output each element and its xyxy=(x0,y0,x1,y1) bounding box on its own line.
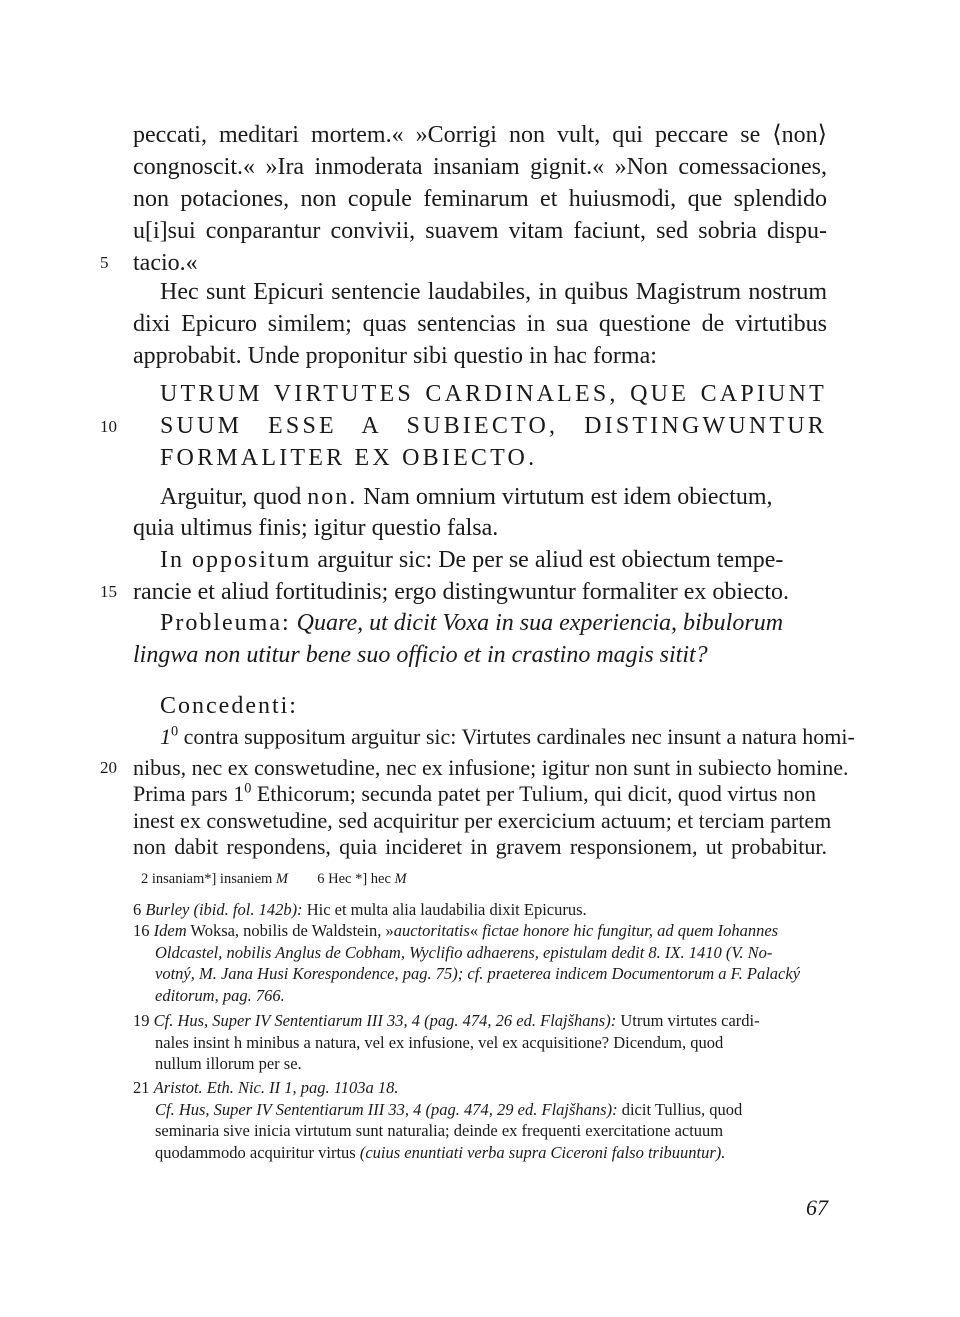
text-line: tacio.« xyxy=(133,250,198,276)
opposition-rest: arguitur sic: De per se aliud est obiectum tempe- xyxy=(317,547,784,573)
footnote-line: Oldcastel, nobilis Anglus de Cobham, Wyclifio adhaerens, epistulam dedit 8. IX. 1410 (V. No- xyxy=(155,943,773,962)
line-number: 5 xyxy=(100,253,109,272)
argument-rest: Nam omnium virtutum est idem obiectum, xyxy=(363,484,773,510)
argument-line xyxy=(160,481,827,513)
footnote: 21 Aristot. Eth. Nic. II 1, pag. 1103a 18. xyxy=(133,1078,399,1097)
text-line: rancie et aliud fortitudinis; ergo distingwuntur formaliter ex obiecto. xyxy=(133,579,790,605)
argument-lead: Arguitur, quod xyxy=(160,484,302,510)
footnote-line: nullum illorum per se. xyxy=(155,1054,302,1073)
question-heading-line: FORMALITER EX OBIECTO. xyxy=(160,445,538,471)
text-line: dixi Epicuro similem; quas sentencias in sua questione de virtutibus xyxy=(133,311,827,337)
footnote-line: Cf. Hus, Super IV Sententiarum III 33, 4 (pag. 474, 29 ed. Flajšhans): dicit Tullius, quod xyxy=(155,1100,743,1119)
page-number: 67 xyxy=(806,1195,828,1220)
question-heading-line: UTRUM VIRTUTES CARDINALES, QUE CAPIUNT xyxy=(160,381,827,407)
line-number: 20 xyxy=(100,758,117,777)
footnote: 19 Cf. Hus, Super IV Sententiarum III 33, 4 (pag. 474, 26 ed. Flajšhans): Utrum virtutes cardi- xyxy=(133,1011,760,1030)
footnote-line: editorum, pag. 766. xyxy=(155,986,285,1005)
footnote: 16 Idem Woksa, nobilis de Waldstein, »auctoritatis« fictae honore hic fungitur, ad quem Iohannes xyxy=(133,921,779,940)
text-line: Hec sunt Epicuri sentencie laudabiles, in quibus Magistrum nostrum xyxy=(160,279,827,305)
opposition-spaced: In oppositum xyxy=(160,547,312,573)
text-line: Prima pars $1^0$ Ethicorum; secunda patet per Tulium, qui dicit, quod virtus non xyxy=(133,780,816,806)
line-number: 15 xyxy=(100,582,117,601)
text-line: congnoscit.« »Ira inmoderata insaniam gignit.« »Non comessaciones, xyxy=(133,154,827,180)
line-number: 10 xyxy=(100,417,117,436)
probleuma-line xyxy=(160,607,827,639)
footnote-line: seminaria sive inicia virtutum sunt naturalia; deinde ex frequenti exercitatione actuum xyxy=(155,1121,724,1140)
text-line: lingwa non utitur bene suo officio et in crastino magis sitit? xyxy=(133,642,708,668)
text-line: nibus, nec ex conswetudine, nec ex infusione; igitur non sunt in subiecto homine. xyxy=(133,755,849,780)
footnote: 6 Burley (ibid. fol. 142b): Hic et multa alia laudabilia dixit Epicurus. xyxy=(133,900,587,919)
text-line: non dabit respondens, quia incideret in gravem responsionem, ut probabitur. xyxy=(133,834,827,859)
text-line: $1^0$ contra suppositum arguitur sic: Virtutes cardinales nec insunt a natura homi- xyxy=(160,723,855,749)
probleuma-label: Probleuma: xyxy=(160,610,291,636)
argument-spaced: non. xyxy=(307,484,358,510)
text-line: approbabit. Unde proponitur sibi questio in hac forma: xyxy=(133,343,657,369)
footnote-line: quodammodo acquiritur virtus (cuius enuntiati verba supra Ciceroni falso tribuuntur). xyxy=(155,1143,726,1162)
question-heading-line: SUUM ESSE A SUBIECTO, DISTINGWUNTUR xyxy=(160,413,827,439)
text-line: peccati, meditari mortem.« »Corrigi non vult, qui peccare se ⟨non⟩ xyxy=(133,122,827,148)
text-line: inest ex conswetudine, sed acquiritur per exercicium actuum; et terciam partem xyxy=(133,808,832,833)
footnote-line: votný, M. Jana Husi Korespondence, pag. 75); cf. praeterea indicem Documentorum a F. Palacký xyxy=(155,964,801,983)
text-line: quia ultimus finis; igitur questio falsa. xyxy=(133,515,499,541)
opposition-line xyxy=(160,544,827,576)
probleuma-text: Quare, ut dicit Voxa in sua experiencia, bibulorum xyxy=(296,610,784,636)
text-line: non potaciones, non copule feminarum et huiusmodi, que splendido xyxy=(133,186,827,212)
critical-apparatus: 2 insaniam*] insaniem M 6 Hec *] hec M xyxy=(141,871,407,887)
footnote-line: nales insint h minibus a natura, vel ex infusione, vel ex acquisitione? Dicendum, quod xyxy=(155,1033,724,1052)
section-label: Concedenti: xyxy=(160,693,298,719)
text-line: u[i]sui conparantur convivii, suavem vitam faciunt, sed sobria dispu- xyxy=(133,218,827,244)
